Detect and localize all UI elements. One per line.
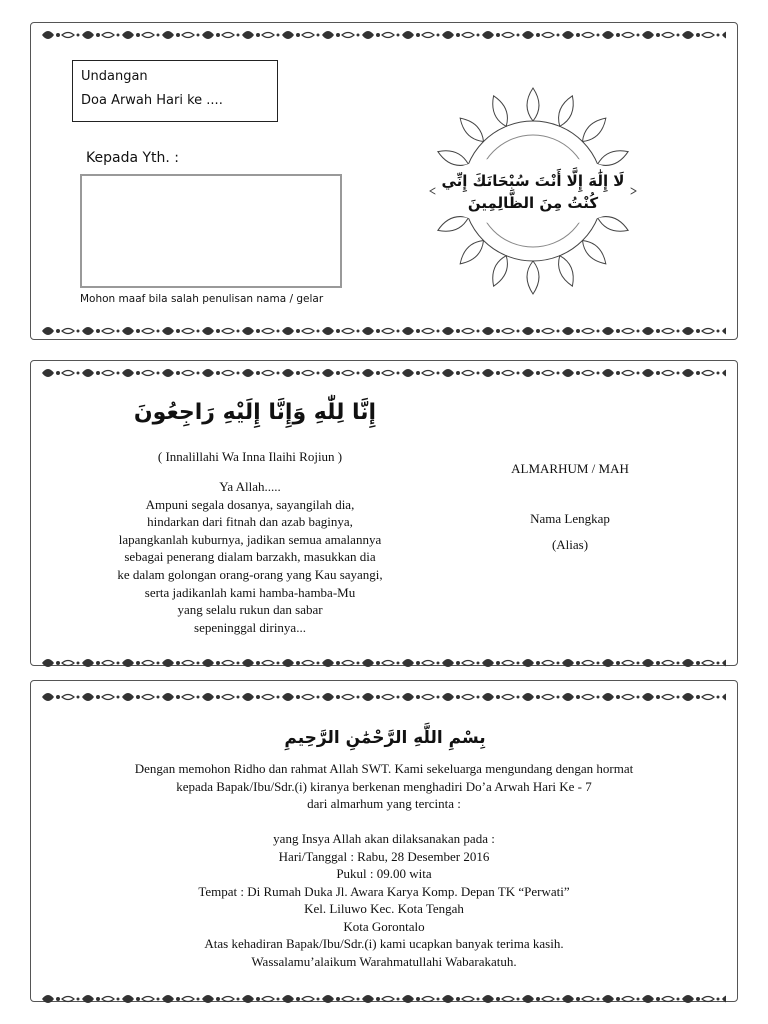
body-line: Kota Gorontalo [343,918,425,934]
apology-note: Mohon maaf bila salah penulisan nama / gelar [80,293,324,305]
ornament-border-bottom-3 [42,988,726,1010]
tag-subtitle: Doa Arwah Hari ke .... [81,93,223,108]
body-line: Atas kehadiran Bapak/Ibu/Sdr.(i) kami ucapkan banyak terima kasih. [204,936,564,951]
ornament-border-bottom-1 [42,320,726,342]
ornament-border-top-3 [42,686,726,708]
ornament-border-top-2 [42,362,726,384]
prayer-text [100,478,400,636]
invitation-tag [72,60,278,122]
basmalah-calligraphy: بِسْمِ اللَّهِ الرَّحْمَٰنِ الرَّحِيمِ [284,728,486,748]
body-line: Wassalamu’alaikum Warahmatullahi Wabarakatuh. [251,953,517,969]
deceased-alias: (Alias) [551,537,589,552]
prayer-line: Ampuni segala dosanya, sayangilah dia, [145,496,355,512]
prayer-line: ke dalam golongan orang-orang yang Kau sayangi, [117,566,383,582]
prayer-line: sebagai penerang dialam barzakh, masukkan dia [124,549,376,565]
deceased-title: ALMARHUM / MAH [511,461,629,476]
prayer-line: sepeninggal dirinya... [194,619,306,635]
body-line: Dengan memohon Ridho dan rahmat Allah SWT. Kami sekeluarga mengundang dengan hormat [134,761,634,776]
prayer-line: hindarkan dari fitnah dan azab baginya, [147,514,353,530]
recipient-label: Kepada Yth. : [86,150,180,166]
body-line [60,813,708,831]
prayer-line: yang selalu rukun dan sabar [177,602,323,618]
recipient-name-box[interactable] [80,174,342,288]
istirja-calligraphy: إِنَّا لِلّٰهِ وَإِنَّا إِلَيْهِ رَاجِعُونَ [133,400,377,425]
ornament-border-top-1 [42,24,726,46]
prayer-line: Ya Allah..... [219,479,281,494]
body-line: Tempat : Di Rumah Duka Jl. Awara Karya Komp. Depan TK “Perwati” [198,883,570,899]
body-line: dari almarhum yang tercinta : [307,796,461,811]
calligraphy-text: لَا إِلَٰهَ إِلَّا أَنْتَ سُبْحَانَكَ إِنِّي كُنْتُ مِنَ الظَّالِمِينَ [441,172,625,212]
tag-title: Undangan [81,69,148,84]
body-line: Kel. Liluwo Kec. Kota Tengah [304,901,464,916]
deceased-name: Nama Lengkap [530,511,610,526]
body-line: Hari/Tanggal : Rabu, 28 Desember 2016 [278,848,490,864]
invitation-body [60,760,708,970]
prayer-line: lapangkanlah kuburnya, jadikan semua amalannya [118,531,382,547]
body-line: kepada Bapak/Ibu/Sdr.(i) kiranya berkenan menghadiri Do’a Arwah Hari Ke - 7 [176,778,592,794]
body-line: Pukul : 09.00 wita [336,866,432,881]
ornament-border-bottom-2 [42,652,726,674]
prayer-line: serta jadikanlah kami hamba-hamba-Mu [144,584,356,600]
body-line: yang Insya Allah akan dilaksanakan pada : [273,831,495,846]
istirja-transliteration: ( Innalillahi Wa Inna Ilaihi Rojiun ) [157,449,343,464]
